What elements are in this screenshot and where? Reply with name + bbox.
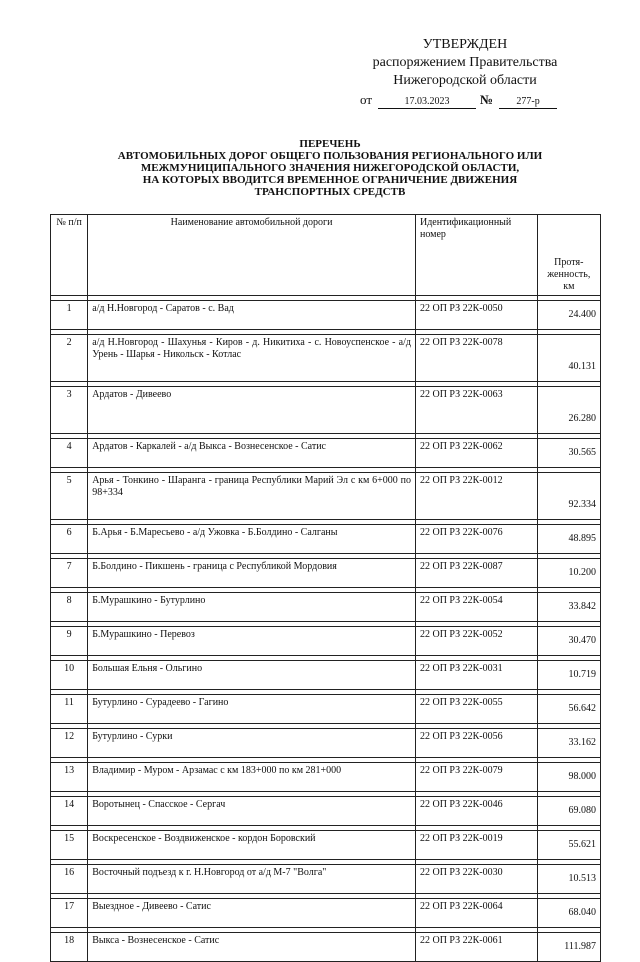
document-title — [60, 138, 600, 198]
row-num-text: 10 — [64, 663, 75, 674]
road-id-text: 22 ОП РЗ 22К-0019 — [419, 833, 503, 844]
road-name-text: Ардатов - Дивеево — [92, 389, 172, 400]
road-name — [88, 763, 416, 792]
road-id — [415, 593, 537, 622]
road-name — [88, 899, 416, 928]
road-name — [88, 933, 416, 962]
road-length-text: 55.621 — [568, 839, 596, 850]
road-length-text: 10.719 — [568, 669, 596, 680]
road-name — [88, 831, 416, 860]
road-name-text: Б.Арья - Б.Маресьево - а/д Ужовка - Б.Болдино - Салганы — [92, 527, 338, 538]
row-num — [51, 439, 88, 468]
road-id — [415, 831, 537, 860]
road-id — [415, 525, 537, 554]
road-length-text: 30.565 — [568, 447, 596, 458]
table-row — [51, 473, 601, 520]
road-name — [88, 593, 416, 622]
road-name — [88, 301, 416, 330]
road-length-text: 68.040 — [568, 907, 596, 918]
road-id-text: 22 ОП РЗ 22К-0050 — [419, 303, 503, 314]
road-id — [415, 865, 537, 894]
row-num-text: 6 — [66, 527, 72, 538]
approval-number: 277-р — [499, 95, 557, 109]
road-length-text: 33.842 — [568, 601, 596, 612]
row-num — [51, 797, 88, 826]
number-sign: № — [480, 92, 494, 107]
road-length-text: 26.280 — [568, 413, 596, 424]
road-length-text: 98.000 — [568, 771, 596, 782]
road-length-text: 111.987 — [564, 941, 596, 952]
header-name: Наименование автомобильной дороги — [88, 215, 416, 296]
road-name — [88, 559, 416, 588]
road-length — [537, 627, 600, 656]
approval-date-row — [360, 91, 570, 109]
road-name-text: Бутурлино - Сурадеево - Гагино — [92, 697, 229, 708]
road-id — [415, 439, 537, 468]
row-num-text: 12 — [64, 731, 75, 742]
road-id-text: 22 ОП РЗ 22К-0030 — [419, 867, 503, 878]
table-row — [51, 933, 601, 962]
table-row — [51, 335, 601, 382]
road-id-text: 22 ОП РЗ 22К-0056 — [419, 731, 503, 742]
road-name-text: Воскресенское - Воздвиженское - кордон Боровский — [92, 833, 316, 844]
table-row — [51, 797, 601, 826]
road-id — [415, 797, 537, 826]
table-row — [51, 763, 601, 792]
table-row — [51, 865, 601, 894]
road-length-text: 10.513 — [568, 873, 596, 884]
row-num — [51, 335, 88, 382]
approval-heading: УТВЕРЖДЕН — [422, 37, 508, 52]
title-line-5: ТРАНСПОРТНЫХ СРЕДСТВ — [254, 186, 406, 198]
road-name-text: Б.Мурашкино - Бутурлино — [92, 595, 206, 606]
road-length — [537, 439, 600, 468]
road-id-text: 22 ОП РЗ 22К-0078 — [419, 337, 503, 348]
title-line-1: ПЕРЕЧЕНЬ — [299, 138, 361, 150]
road-name-text: Арья - Тонкино - Шаранга - граница Республики Марий Эл с км 6+000 по 98+334 — [92, 475, 411, 498]
row-num-text: 2 — [66, 337, 72, 348]
road-id — [415, 473, 537, 520]
road-name — [88, 335, 416, 382]
road-name — [88, 661, 416, 690]
road-name-text: Выкса - Вознесенское - Сатис — [92, 935, 220, 946]
road-name-text: Выездное - Дивеево - Сатис — [92, 901, 211, 912]
row-num-text: 3 — [66, 389, 72, 400]
road-length-text: 92.334 — [568, 499, 596, 510]
date-prefix: от — [360, 92, 373, 107]
road-id — [415, 899, 537, 928]
road-id — [415, 695, 537, 724]
row-num — [51, 729, 88, 758]
row-num-text: 18 — [64, 935, 75, 946]
row-num-text: 8 — [66, 595, 72, 606]
road-name-text: Восточный подъезд к г. Н.Новгород от а/д М-7 "Волга" — [92, 867, 327, 878]
road-length — [537, 593, 600, 622]
table-row — [51, 627, 601, 656]
approval-region: Нижегородской области — [393, 73, 537, 88]
row-num — [51, 525, 88, 554]
road-length-text: 69.080 — [568, 805, 596, 816]
title-line-2: АВТОМОБИЛЬНЫХ ДОРОГ ОБЩЕГО ПОЛЬЗОВАНИЯ РЕГИОНАЛЬНОГО ИЛИ — [117, 150, 543, 162]
approval-date: 17.03.2023 — [378, 95, 476, 109]
table-header-row — [51, 215, 601, 296]
road-name — [88, 473, 416, 520]
road-length — [537, 473, 600, 520]
road-id-text: 22 ОП РЗ 22К-0055 — [419, 697, 503, 708]
road-name — [88, 797, 416, 826]
row-num — [51, 473, 88, 520]
approval-block — [360, 36, 570, 109]
row-num — [51, 301, 88, 330]
table-row — [51, 729, 601, 758]
road-id-text: 22 ОП РЗ 22К-0062 — [419, 441, 503, 452]
road-id-text: 22 ОП РЗ 22К-0052 — [419, 629, 503, 640]
table-row — [51, 899, 601, 928]
title-line-4: НА КОТОРЫХ ВВОДИТСЯ ВРЕМЕННОЕ ОГРАНИЧЕНИЕ ДВИЖЕНИЯ — [142, 174, 518, 186]
road-id-text: 22 ОП РЗ 22К-0064 — [419, 901, 503, 912]
row-num-text: 5 — [66, 475, 72, 486]
road-id — [415, 387, 537, 434]
road-name-text: Большая Ельня - Ольгино — [92, 663, 203, 674]
road-length — [537, 933, 600, 962]
road-name — [88, 695, 416, 724]
road-name — [88, 865, 416, 894]
road-length — [537, 729, 600, 758]
row-num — [51, 695, 88, 724]
road-id-text: 22 ОП РЗ 22К-0012 — [419, 475, 503, 486]
road-id-text: 22 ОП РЗ 22К-0031 — [419, 663, 503, 674]
road-length — [537, 559, 600, 588]
header-length: Протя-женность, км — [537, 215, 600, 296]
road-id — [415, 729, 537, 758]
road-length — [537, 899, 600, 928]
road-length-text: 56.642 — [568, 703, 596, 714]
road-length — [537, 865, 600, 894]
row-num-text: 7 — [66, 561, 72, 572]
road-length-text: 10.200 — [568, 567, 596, 578]
row-num — [51, 763, 88, 792]
road-length — [537, 661, 600, 690]
table-row — [51, 695, 601, 724]
road-length — [537, 301, 600, 330]
road-id-text: 22 ОП РЗ 22К-0087 — [419, 561, 503, 572]
table-row — [51, 387, 601, 434]
road-length — [537, 335, 600, 382]
row-num — [51, 661, 88, 690]
approval-issuer: распоряжением Правительства — [372, 55, 558, 70]
table-row — [51, 301, 601, 330]
table-row — [51, 831, 601, 860]
road-name-text: а/д Н.Новгород - Шахунья - Киров - д. Никитиха - с. Новоуспенское - а/д Урень - Шарья - Никольск - Котлас — [92, 337, 411, 360]
road-id — [415, 559, 537, 588]
row-num — [51, 559, 88, 588]
road-name-text: Ардатов - Каркалей - а/д Выкса - Вознесенское - Сатис — [92, 441, 326, 452]
row-num — [51, 593, 88, 622]
table-row — [51, 661, 601, 690]
road-length-text: 24.400 — [568, 309, 596, 320]
road-id-text: 22 ОП РЗ 22К-0061 — [419, 935, 503, 946]
table-row — [51, 525, 601, 554]
road-length — [537, 387, 600, 434]
road-length — [537, 831, 600, 860]
row-num-text: 16 — [64, 867, 75, 878]
road-name — [88, 729, 416, 758]
road-length — [537, 695, 600, 724]
road-id-text: 22 ОП РЗ 22К-0046 — [419, 799, 503, 810]
road-length-text: 30.470 — [568, 635, 596, 646]
row-num — [51, 933, 88, 962]
row-num-text: 17 — [64, 901, 75, 912]
row-num — [51, 899, 88, 928]
row-num-text: 9 — [66, 629, 72, 640]
road-name — [88, 525, 416, 554]
road-name — [88, 627, 416, 656]
row-num-text: 14 — [64, 799, 75, 810]
road-length-text: 33.162 — [568, 737, 596, 748]
road-id-text: 22 ОП РЗ 22К-0079 — [419, 765, 503, 776]
row-num — [51, 627, 88, 656]
table-row — [51, 559, 601, 588]
road-name-text: Воротынец - Спасское - Сергач — [92, 799, 226, 810]
row-num-text: 11 — [64, 697, 74, 708]
title-line-3: МЕЖМУНИЦИПАЛЬНОГО ЗНАЧЕНИЯ НИЖЕГОРОДСКОЙ ОБЛАСТИ, — [140, 162, 520, 174]
table-body — [51, 296, 601, 962]
table-row — [51, 593, 601, 622]
road-id — [415, 627, 537, 656]
roads-table — [50, 214, 601, 962]
table-row — [51, 439, 601, 468]
road-length-text: 40.131 — [568, 361, 596, 372]
header-num: № п/п — [51, 215, 88, 296]
road-length — [537, 763, 600, 792]
road-length — [537, 525, 600, 554]
road-id — [415, 933, 537, 962]
road-id-text: 22 ОП РЗ 22К-0054 — [419, 595, 503, 606]
row-num — [51, 865, 88, 894]
road-id — [415, 335, 537, 382]
road-length — [537, 797, 600, 826]
road-name — [88, 387, 416, 434]
row-num-text: 4 — [66, 441, 72, 452]
road-name — [88, 439, 416, 468]
header-id: Идентификационный номер — [415, 215, 537, 296]
road-length-text: 48.895 — [568, 533, 596, 544]
road-id — [415, 661, 537, 690]
road-id-text: 22 ОП РЗ 22К-0076 — [419, 527, 503, 538]
row-num-text: 1 — [66, 303, 72, 314]
road-name-text: Владимир - Муром - Арзамас с км 183+000 по км 281+000 — [92, 765, 342, 776]
row-num-text: 15 — [64, 833, 75, 844]
road-name-text: Бутурлино - Сурки — [92, 731, 173, 742]
road-id — [415, 763, 537, 792]
row-num — [51, 831, 88, 860]
road-id — [415, 301, 537, 330]
row-num-text: 13 — [64, 765, 75, 776]
road-name-text: Б.Мурашкино - Перевоз — [92, 629, 195, 640]
road-name-text: Б.Болдино - Пикшень - граница с Республикой Мордовия — [92, 561, 337, 572]
row-num — [51, 387, 88, 434]
road-id-text: 22 ОП РЗ 22К-0063 — [419, 389, 503, 400]
road-name-text: а/д Н.Новгород - Саратов - с. Вад — [92, 303, 234, 314]
